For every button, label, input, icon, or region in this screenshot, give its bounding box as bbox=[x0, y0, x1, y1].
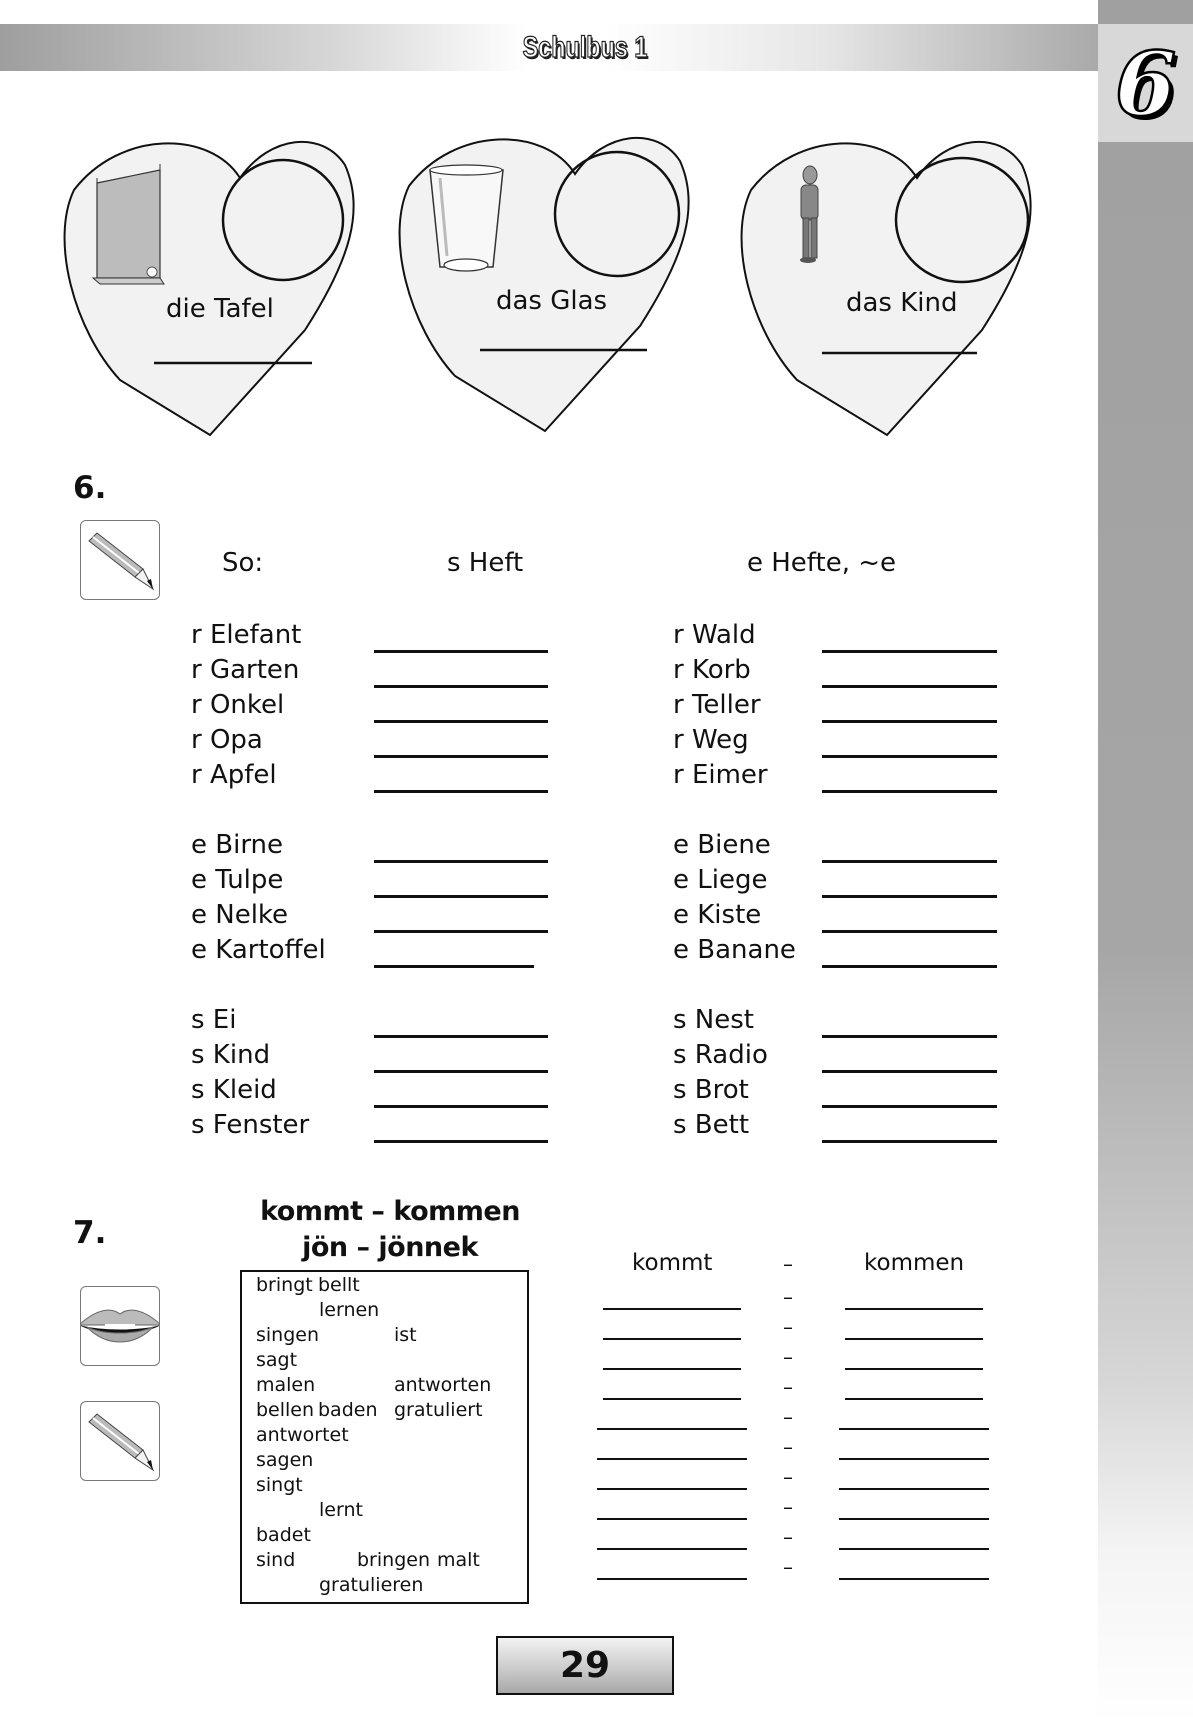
answer-blank[interactable] bbox=[374, 1035, 548, 1038]
answer-blank[interactable] bbox=[374, 1140, 548, 1143]
answer-blank-left[interactable] bbox=[603, 1368, 741, 1370]
book-title: Schulbus 1 bbox=[522, 31, 648, 64]
answer-blank-right[interactable] bbox=[845, 1308, 983, 1310]
noun-right: s Brot bbox=[673, 1075, 749, 1105]
exercise-7-number: 7. bbox=[73, 1215, 107, 1251]
page-number: 29 bbox=[496, 1636, 674, 1695]
word-box-word: malt bbox=[437, 1549, 480, 1571]
word-box-word: antworten bbox=[394, 1374, 492, 1396]
noun-left: r Opa bbox=[191, 725, 263, 755]
answer-blank[interactable] bbox=[374, 790, 548, 793]
word-box-word: gratulieren bbox=[319, 1574, 424, 1596]
answer-blank-left[interactable] bbox=[603, 1308, 741, 1310]
noun-left: s Kind bbox=[191, 1040, 271, 1070]
answer-blank[interactable] bbox=[374, 930, 548, 933]
answer-blank[interactable] bbox=[822, 895, 997, 898]
noun-left: e Tulpe bbox=[191, 865, 284, 895]
heart-label-2: das Glas bbox=[496, 286, 608, 316]
row-separator: – bbox=[783, 1345, 793, 1369]
answer-blank[interactable] bbox=[822, 685, 997, 688]
chapter-number: 6 bbox=[1114, 32, 1177, 136]
noun-left: r Elefant bbox=[191, 620, 302, 650]
answer-blank[interactable] bbox=[374, 720, 548, 723]
answer-blank[interactable] bbox=[822, 930, 997, 933]
row-separator: – bbox=[783, 1465, 793, 1489]
word-box-word: lernen bbox=[319, 1299, 380, 1321]
exercise-6-number: 6. bbox=[73, 470, 107, 506]
word-box-word: ist bbox=[394, 1324, 417, 1346]
column-header-separator: – bbox=[783, 1252, 793, 1276]
answer-blank[interactable] bbox=[822, 860, 997, 863]
word-box-word: baden bbox=[318, 1399, 378, 1421]
answer-blank-right[interactable] bbox=[839, 1548, 989, 1550]
noun-left: e Kartoffel bbox=[191, 935, 326, 965]
answer-blank[interactable] bbox=[374, 650, 548, 653]
pencil-icon bbox=[81, 1402, 159, 1480]
row-separator: – bbox=[783, 1285, 793, 1309]
word-box-word: badet bbox=[256, 1524, 311, 1546]
heart-label-3: das Kind bbox=[846, 288, 958, 318]
answer-blank-right[interactable] bbox=[839, 1428, 989, 1430]
word-box-word: antwortet bbox=[256, 1424, 349, 1446]
pencil-icon bbox=[81, 521, 159, 599]
glass-icon bbox=[430, 165, 503, 271]
answer-blank-right[interactable] bbox=[845, 1398, 983, 1400]
heart-card-2 bbox=[400, 138, 689, 431]
noun-right: e Banane bbox=[673, 935, 796, 965]
answer-blank[interactable] bbox=[822, 755, 997, 758]
noun-right: r Weg bbox=[673, 725, 749, 755]
row-separator: – bbox=[783, 1405, 793, 1429]
word-box-word: bringen bbox=[357, 1549, 430, 1571]
mouth-icon-box bbox=[80, 1286, 160, 1366]
pencil-icon-box bbox=[80, 520, 160, 600]
word-box-word: gratuliert bbox=[394, 1399, 483, 1421]
exercise-7-title-line2: jön – jönnek bbox=[302, 1232, 478, 1263]
noun-left: e Nelke bbox=[191, 900, 289, 930]
word-box-word: bellen bbox=[256, 1399, 315, 1421]
example-prefix: So: bbox=[222, 548, 264, 578]
noun-right: r Korb bbox=[673, 655, 751, 685]
answer-blank-left[interactable] bbox=[597, 1458, 747, 1460]
answer-blank-right[interactable] bbox=[839, 1518, 989, 1520]
noun-left: r Apfel bbox=[191, 760, 277, 790]
noun-left: s Kleid bbox=[191, 1075, 277, 1105]
heart-label-1: die Tafel bbox=[166, 294, 274, 324]
noun-left: e Birne bbox=[191, 830, 284, 860]
answer-blank[interactable] bbox=[822, 650, 997, 653]
answer-blank-left[interactable] bbox=[597, 1548, 747, 1550]
answer-blank[interactable] bbox=[374, 1105, 548, 1108]
column-header-right: kommen bbox=[864, 1250, 965, 1276]
word-box-word: sagen bbox=[256, 1449, 314, 1471]
answer-blank[interactable] bbox=[822, 1035, 997, 1038]
heart-card-1 bbox=[65, 142, 354, 435]
row-separator: – bbox=[783, 1435, 793, 1459]
exercise-7-title-line1: kommt – kommen bbox=[260, 1196, 520, 1227]
side-strip bbox=[1098, 0, 1193, 1724]
answer-blank-right[interactable] bbox=[839, 1488, 989, 1490]
answer-blank[interactable] bbox=[822, 720, 997, 723]
noun-right: r Teller bbox=[673, 690, 761, 720]
answer-blank-right[interactable] bbox=[845, 1338, 983, 1340]
noun-right: r Eimer bbox=[673, 760, 768, 790]
mouth-icon bbox=[81, 1287, 159, 1365]
noun-right: e Biene bbox=[673, 830, 771, 860]
answer-blank-right[interactable] bbox=[839, 1458, 989, 1460]
answer-blank[interactable] bbox=[374, 1070, 548, 1073]
noun-right: e Kiste bbox=[673, 900, 762, 930]
word-box-word: sind bbox=[256, 1549, 296, 1571]
noun-left: s Fenster bbox=[191, 1110, 310, 1140]
word-box-word: bellt bbox=[318, 1274, 360, 1296]
answer-blank[interactable] bbox=[374, 895, 548, 898]
word-box-word: singen bbox=[256, 1324, 320, 1346]
row-separator: – bbox=[783, 1525, 793, 1549]
word-box-word: sagt bbox=[256, 1349, 298, 1371]
answer-blank-left[interactable] bbox=[603, 1398, 741, 1400]
answer-blank[interactable] bbox=[374, 860, 548, 863]
noun-left: r Garten bbox=[191, 655, 300, 685]
row-separator: – bbox=[783, 1315, 793, 1339]
word-box-word: lernt bbox=[319, 1499, 363, 1521]
column-header-left: kommt bbox=[632, 1250, 713, 1276]
answer-blank-left[interactable] bbox=[603, 1338, 741, 1340]
answer-blank[interactable] bbox=[822, 1105, 997, 1108]
noun-right: e Liege bbox=[673, 865, 768, 895]
noun-right: s Nest bbox=[673, 1005, 754, 1035]
answer-blank-left[interactable] bbox=[597, 1428, 747, 1430]
noun-right: r Wald bbox=[673, 620, 756, 650]
answer-blank[interactable] bbox=[374, 965, 534, 968]
noun-right: s Bett bbox=[673, 1110, 750, 1140]
answer-blank[interactable] bbox=[374, 755, 548, 758]
answer-blank[interactable] bbox=[822, 790, 997, 793]
blackboard-icon bbox=[93, 164, 164, 284]
row-separator: – bbox=[783, 1555, 793, 1579]
word-box-word: singt bbox=[256, 1474, 303, 1496]
answer-blank[interactable] bbox=[822, 1070, 997, 1073]
example-singular: s Heft bbox=[447, 548, 524, 578]
answer-blank-left[interactable] bbox=[597, 1488, 747, 1490]
answer-blank-right[interactable] bbox=[839, 1578, 989, 1580]
answer-blank-left[interactable] bbox=[597, 1578, 747, 1580]
row-separator: – bbox=[783, 1375, 793, 1399]
answer-blank-right[interactable] bbox=[845, 1368, 983, 1370]
pencil-icon-box-2 bbox=[80, 1401, 160, 1481]
noun-left: s Ei bbox=[191, 1005, 237, 1035]
answer-blank[interactable] bbox=[822, 1140, 997, 1143]
word-box-word: bringt bbox=[256, 1274, 313, 1296]
word-box-word: malen bbox=[256, 1374, 316, 1396]
answer-blank-left[interactable] bbox=[597, 1518, 747, 1520]
row-separator: – bbox=[783, 1495, 793, 1519]
example-plural: e Hefte, ~e bbox=[747, 548, 897, 578]
answer-blank[interactable] bbox=[374, 685, 548, 688]
noun-left: r Onkel bbox=[191, 690, 285, 720]
answer-blank[interactable] bbox=[822, 965, 997, 968]
noun-right: s Radio bbox=[673, 1040, 768, 1070]
